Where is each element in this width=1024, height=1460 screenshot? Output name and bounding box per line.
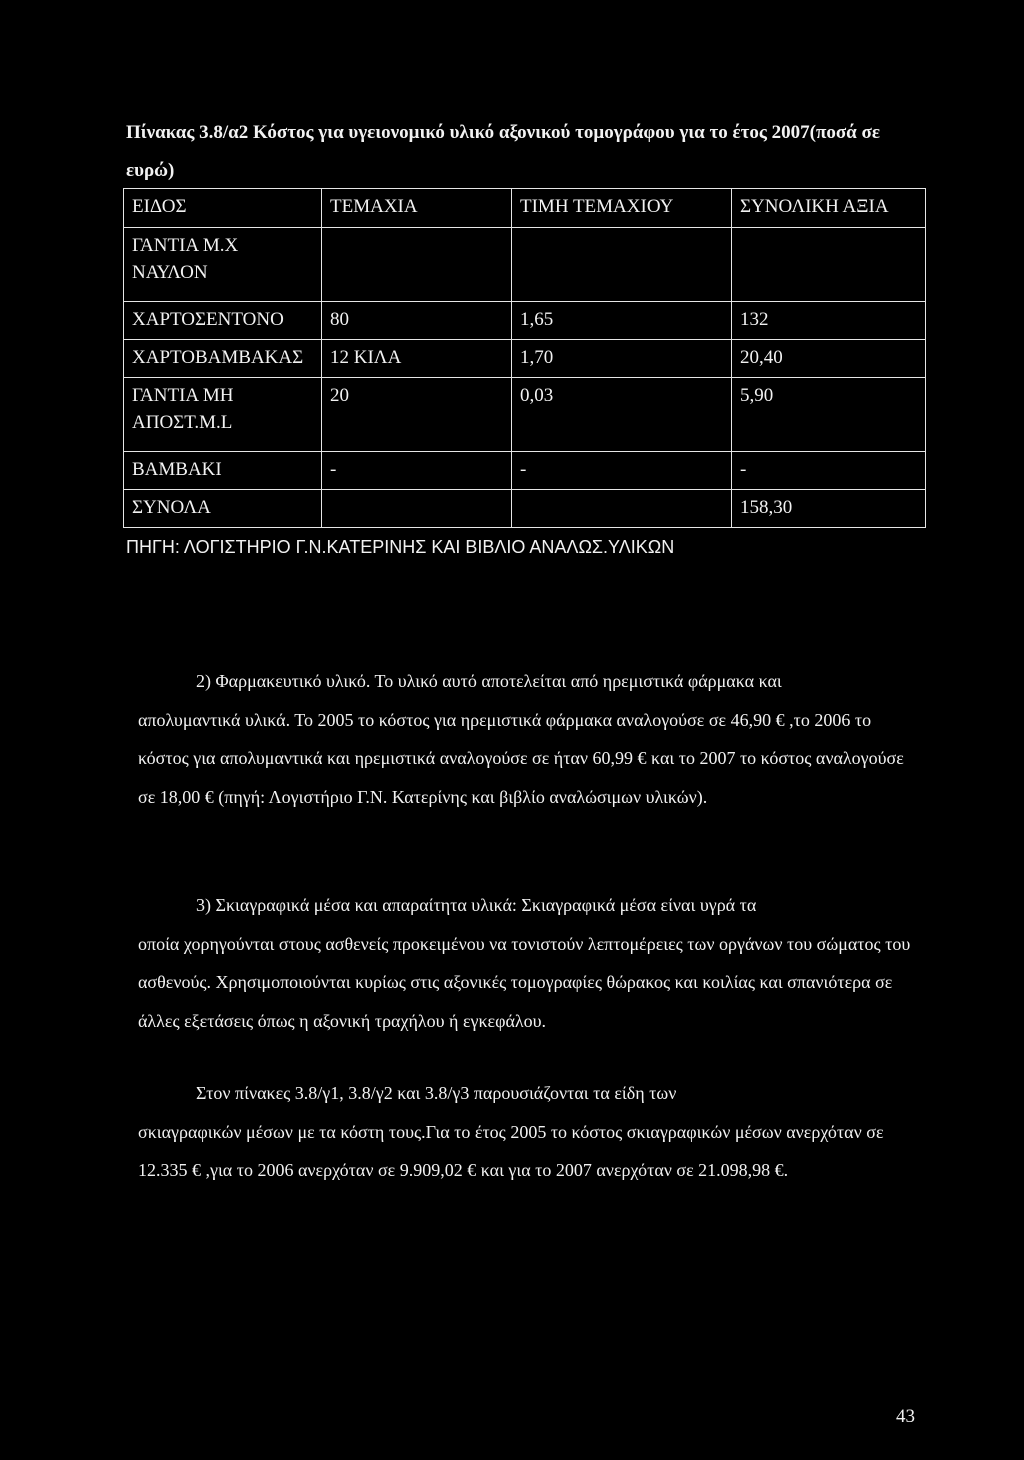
header-cell: ΣΥΝΟΛΙΚΗ ΑΞΙΑ <box>732 189 926 228</box>
paragraph-body: οποία χορηγούνται στους ασθενείς προκειμένου να τονιστούν λεπτομέρειες των οργάνων του σώματος του ασθενούς. Χρησιμοποιούνται κυρίως στις αξονικές τομογραφίες θώρακος και κοιλίας και σπανιότερα σε άλλες εξετάσεις όπως η αξονική τραχήλου ή εγκεφάλου. <box>138 933 911 1031</box>
table-source-note: ΠΗΓΗ: ΛΟΓΙΣΤΗΡΙΟ Γ.Ν.ΚΑΤΕΡΙΝΗΣ ΚΑΙ ΒΙΒΛΙΟ ΑΝΑΛΩΣ.ΥΛΙΚΩΝ <box>126 537 675 557</box>
table-cell <box>512 490 732 528</box>
table-cell: 132 <box>732 302 926 340</box>
table-row <box>124 340 926 378</box>
paragraph-first-line: Στον πίνακες 3.8/γ1, 3.8/γ2 και 3.8/γ3 παρουσιάζονται τα είδη των <box>196 1083 677 1103</box>
table-title: Πίνακας 3.8/α2 Κόστος για υγειονομικό υλικό αξονικού τομογράφου για το έτος 2007(ποσά σε ευρώ) <box>126 122 880 181</box>
table-cell: - <box>322 452 512 490</box>
table-cell: - <box>512 452 732 490</box>
table-cell: 1,65 <box>512 302 732 340</box>
table-cell: ΧΑΡΤΟΒΑΜΒΑΚΑΣ <box>124 340 322 378</box>
table-header-row <box>124 189 926 228</box>
table-cell: ΓΑΝΤΙΑ ΜΗ ΑΠΟΣΤ.Μ.L <box>124 378 322 452</box>
paragraph-body: απολυμαντικά υλικά. Το 2005 το κόστος για ηρεμιστικά φάρμακα αναλογούσε σε 46,90 € ,το 2006 το κόστος για απολυμαντικά και ηρεμιστικά αναλογούσε σε ήταν 60,99 € και το 2007 το κόστος αναλογούσε σε 18,00 € (πηγή: Λογιστήριο Γ.Ν. Κατερίνης και βιβλίο αναλώσιμων υλικών). <box>138 709 904 807</box>
table-cell: 158,30 <box>732 490 926 528</box>
table-cell <box>732 228 926 302</box>
paragraph-first-line: 3) Σκιαγραφικά μέσα και απαραίτητα υλικά: Σκιαγραφικά μέσα είναι υγρά τα <box>196 895 757 915</box>
table-row <box>124 302 926 340</box>
table-cell <box>512 228 732 302</box>
table-cell: 0,03 <box>512 378 732 452</box>
table-cell <box>322 228 512 302</box>
header-cell: ΤΕΜΑΧΙΑ <box>322 189 512 228</box>
table-cell: 1,70 <box>512 340 732 378</box>
contrast-media-paragraph <box>138 886 918 1040</box>
table-cell: - <box>732 452 926 490</box>
table-row <box>124 452 926 490</box>
table-row <box>124 378 926 452</box>
table-cell: ΓΑΝΤΙΑ Μ.Χ ΝΑΥΛΟΝ <box>124 228 322 302</box>
page-number: 43 <box>896 1406 915 1427</box>
table-cell <box>322 490 512 528</box>
table-cell: 20 <box>322 378 512 452</box>
paragraph-body: σκιαγραφικών μέσων με τα κόστη τους.Για το έτος 2005 το κόστος σκιαγραφικών μέσων ανερχόταν σε 12.335 € ,για το 2006 ανερχόταν σε 9.909,02 € και για το 2007 ανερχόταν σε 21.098,98 €. <box>138 1121 884 1180</box>
table-cell: ΧΑΡΤΟΣΕΝΤΟΝΟ <box>124 302 322 340</box>
contrast-tables-paragraph <box>138 1074 918 1190</box>
cost-table <box>123 188 926 528</box>
header-cell: ΕΙΔΟΣ <box>124 189 322 228</box>
header-cell: ΤΙΜΗ ΤΕΜΑΧΙΟΥ <box>512 189 732 228</box>
table-cell: 5,90 <box>732 378 926 452</box>
table-cell: 12 ΚΙΛΑ <box>322 340 512 378</box>
table-cell: ΣΥΝΟΛΑ <box>124 490 322 528</box>
table-totals-row <box>124 490 926 528</box>
paragraph-first-line: 2) Φαρμακευτικό υλικό. Το υλικό αυτό αποτελείται από ηρεμιστικά φάρμακα και <box>196 671 782 691</box>
table-row <box>124 228 926 302</box>
table-cell: 20,40 <box>732 340 926 378</box>
pharmaceutical-paragraph <box>138 662 918 816</box>
table-cell: ΒΑΜΒΑΚΙ <box>124 452 322 490</box>
table-cell: 80 <box>322 302 512 340</box>
